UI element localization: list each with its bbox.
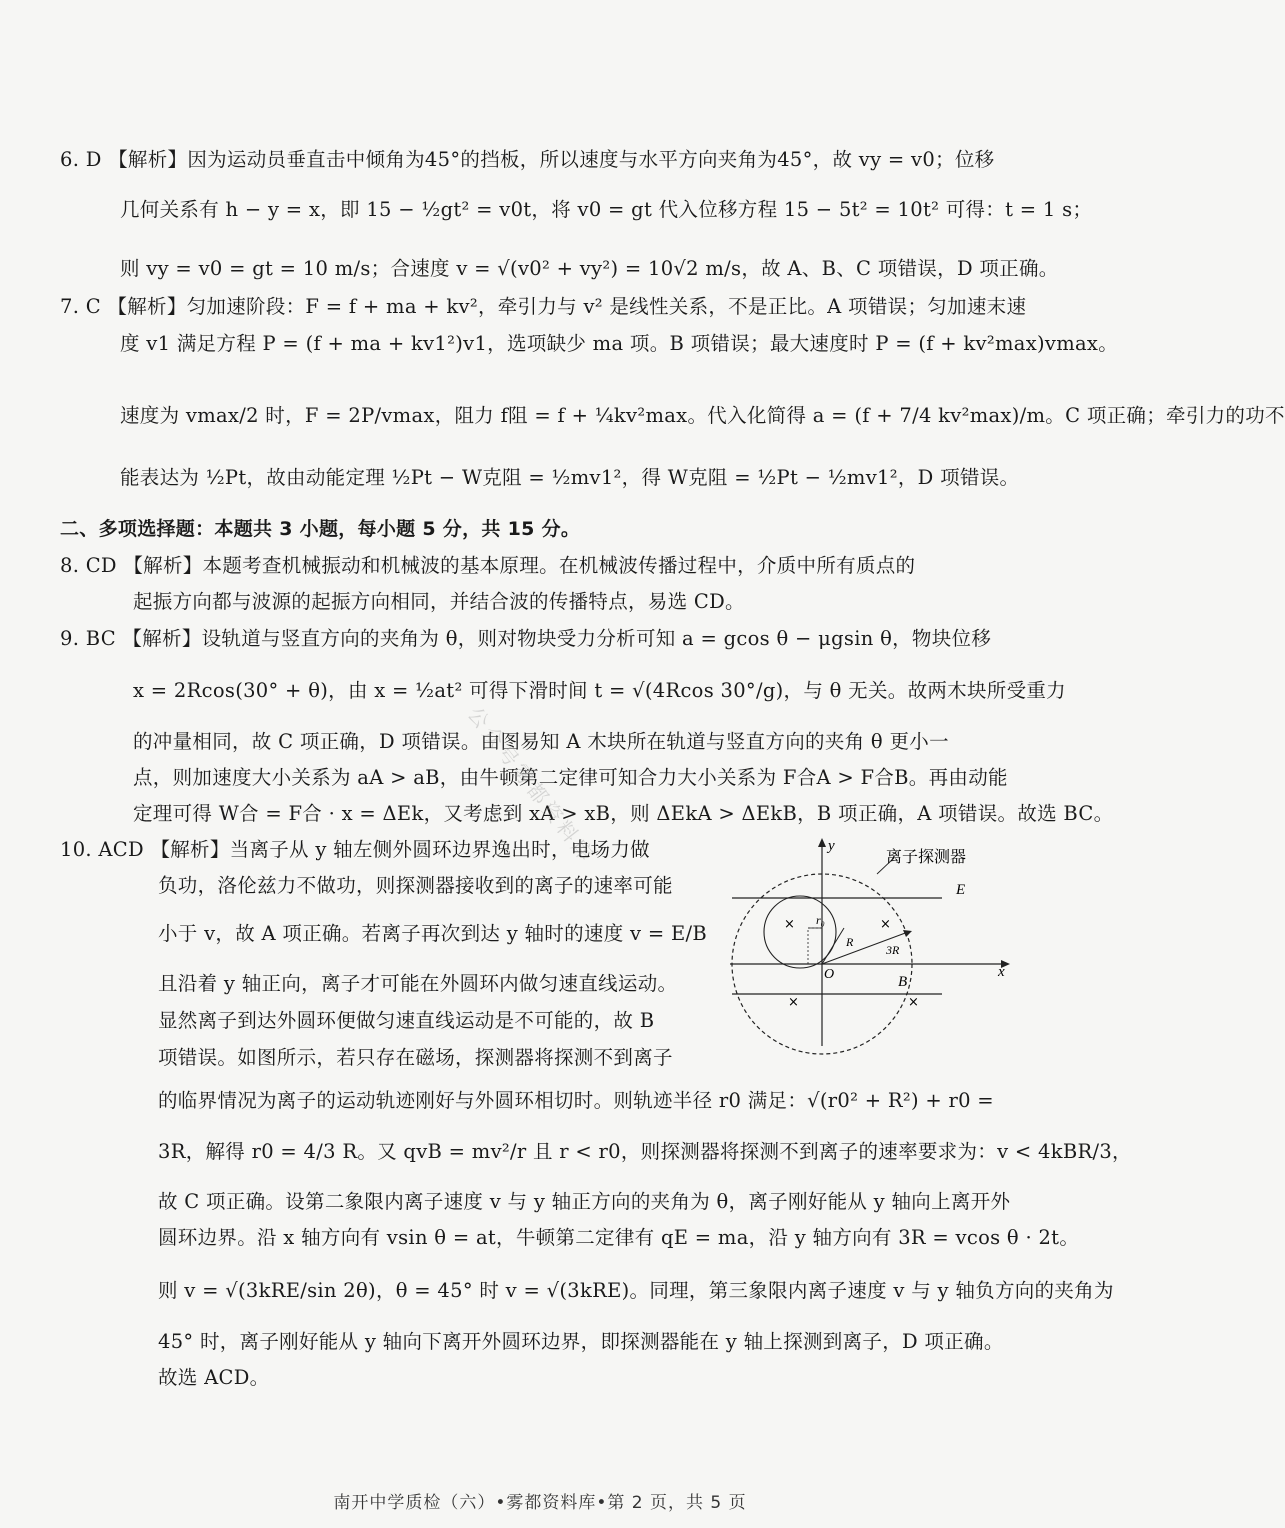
text-line: 6. D 【解析】因为运动员垂直击中倾角为45°的挡板，所以速度与水平方向夹角为45°，故 vy = v0；位移 [60, 148, 995, 171]
text-line: 45° 时，离子刚好能从 y 轴向下离开外圆环边界，即探测器能在 y 轴上探测到离子，D 项正确。 [158, 1330, 1004, 1353]
e-field-label: E [956, 882, 966, 898]
r-label: R [846, 935, 854, 949]
page-footer: 南开中学质检（六）•雾都资料库•第 2 页，共 5 页 [333, 1493, 747, 1513]
origin-label: O [824, 967, 835, 982]
text-line: 项错误。如图所示，若只存在磁场，探测器将探测不到离子 [158, 1046, 673, 1069]
field-cross: × [784, 917, 795, 932]
text-line: 10. ACD 【解析】当离子从 y 轴左侧外圆环边界逸出时，电场力做 [60, 838, 650, 861]
text-line: 点，则加速度大小关系为 aA > aB，由牛顿第二定律可知合力大小关系为 F合A > F合B。再由动能 [133, 766, 1008, 789]
detector-label: 离子探测器 [886, 847, 967, 866]
watermark: 公众号雾都资料库 [462, 702, 601, 869]
text-line: 故 C 项正确。设第二象限内离子速度 v 与 y 轴正方向的夹角为 θ，离子刚好能从 y 轴向上离开外 [158, 1190, 1011, 1213]
text-line: 则 vy = v0 = gt = 10 m/s；合速度 v = √(v0² + vy²) = 10√2 m/s，故 A、B、C 项错误，D 项正确。 [120, 257, 1059, 280]
text-line: 度 v1 满足方程 P = (f + ma + kv1²)v1，选项缺少 ma 项。B 项错误；最大速度时 P = (f + kv²max)vmax。 [120, 332, 1119, 355]
text-line: 7. C 【解析】匀加速阶段：F = f + ma + kv²，牵引力与 v² 是线性关系，不是正比。A 项错误；匀加速末速 [60, 295, 1027, 318]
text-line: 且沿着 y 轴正向，离子才可能在外圆环内做匀速直线运动。 [158, 972, 678, 995]
text-line: 起振方向都与波源的起振方向相同，并结合波的传播特点，易选 CD。 [133, 590, 745, 613]
y-axis-arrow [818, 838, 826, 847]
text-line: 3R，解得 r0 = 4/3 R。又 qvB = mv²/r 且 r < r0，则探测器将探测不到离子的速率要求为：v < 4kBR/3， [158, 1140, 1132, 1163]
field-cross: × [788, 995, 799, 1010]
three-r-label: 3R [886, 943, 900, 957]
trajectory-circle [764, 896, 836, 968]
right-angle-box [808, 928, 822, 964]
ion-detector-diagram [722, 836, 1022, 1056]
text-line: 8. CD 【解析】本题考查机械振动和机械波的基本原理。在机械波传播过程中，介质中所有质点的 [60, 554, 916, 577]
text-line: 圆环边界。沿 x 轴方向有 vsin θ = at，牛顿第二定律有 qE = ma，沿 y 轴方向有 3R = vcos θ · 2t。 [158, 1226, 1080, 1249]
text-line: 负功，洛伦兹力不做功，则探测器接收到的离子的速率可能 [158, 874, 673, 897]
b-field-label: B [898, 974, 908, 990]
x-axis-label: x [998, 964, 1005, 980]
text-line: 则 v = √(3kRE/sin 2θ)，θ = 45° 时 v = √(3kRE)。同理，第三象限内离子速度 v 与 y 轴负方向的夹角为 [158, 1279, 1114, 1302]
y-axis-label: y [828, 838, 835, 854]
text-line: 的临界情况为离子的运动轨迹刚好与外圆环相切时。则轨迹半径 r0 满足：√(r0² + R²) + r0 = [158, 1089, 994, 1112]
field-cross: × [908, 995, 919, 1010]
field-cross: × [880, 917, 891, 932]
text-line: 定理可得 W合 = F合 · x = ΔEk，又考虑到 xA > xB，则 ΔEkA > ΔEkB，B 项正确，A 项错误。故选 BC。 [133, 802, 1114, 825]
r-radius [822, 928, 844, 964]
text-line: 小于 v，故 A 项正确。若离子再次到达 y 轴时的速度 v = E/B [158, 922, 707, 945]
text-line: 显然离子到达外圆环便做匀速直线运动是不可能的，故 B [158, 1009, 655, 1032]
text-line: 故选 ACD。 [158, 1366, 270, 1389]
text-line: 几何关系有 h − y = x，即 15 − ½gt² = v0t，将 v0 = gt 代入位移方程 15 − 5t² = 10t² 可得：t = 1 s； [120, 198, 1093, 221]
section-title: 二、多项选择题：本题共 3 小题，每小题 5 分，共 15 分。 [60, 518, 581, 540]
text-line: 速度为 vmax/2 时，F = 2P/vmax，阻力 f阻 = f + ¼kv²max。代入化简得 a = (f + 7/4 kv²max)/m。C 项正确；牵引力的功不 [120, 404, 1285, 427]
text-line: 的冲量相同，故 C 项正确，D 项错误。由图易知 A 木块所在轨道与竖直方向的夹角 θ 更小一 [133, 730, 949, 753]
text-line: 9. BC 【解析】设轨道与竖直方向的夹角为 θ，则对物块受力分析可知 a = gcos θ − μgsin θ，物块位移 [60, 627, 992, 650]
text-line: x = 2Rcos(30° + θ)，由 x = ½at² 可得下滑时间 t = √(4Rcos 30°/g)，与 θ 无关。故两木块所受重力 [133, 679, 1066, 702]
r0-label: r₀ [816, 913, 825, 927]
text-line: 能表达为 ½Pt，故由动能定理 ½Pt − W克阻 = ½mv1²，得 W克阻 = ½Pt − ½mv1²，D 项错误。 [120, 466, 1020, 489]
